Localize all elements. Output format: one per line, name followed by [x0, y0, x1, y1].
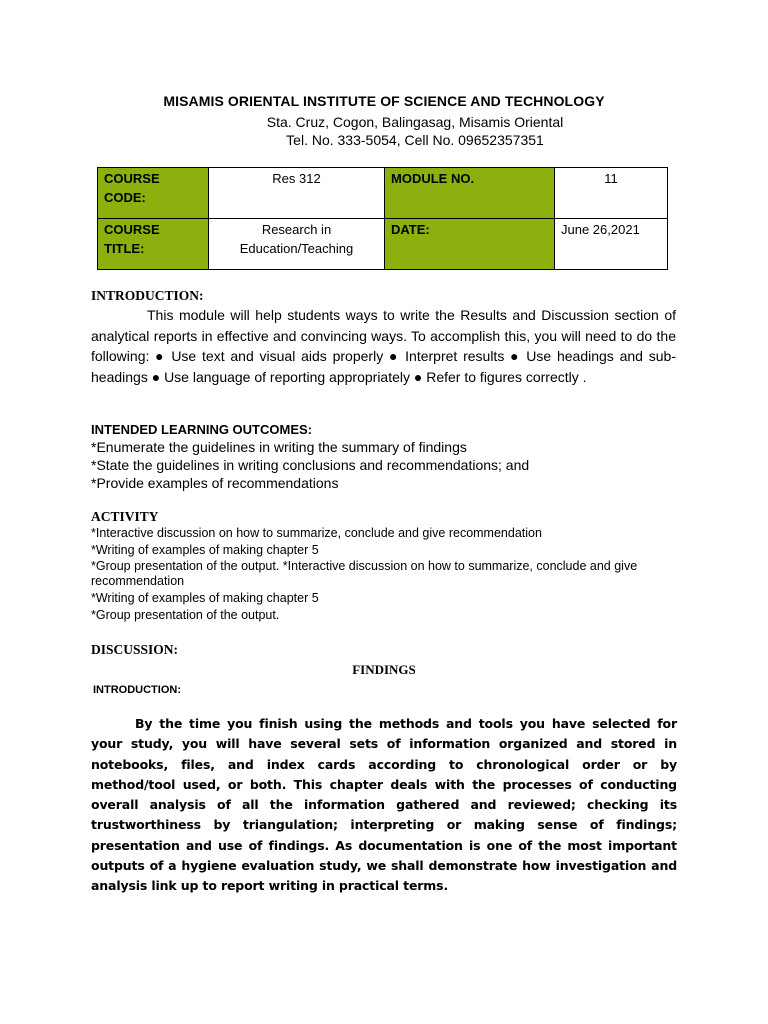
- introduction-paragraph: This module will help students ways to write the Results and Discussion section of analytical reports in effective and convincing ways. To accomplish this, you will need to do the following: ● Use text and visual aids properly ● Interpret results ● Use headings and sub-headings ● Use language of reporting appropriately ● Refer to figures correctly .: [91, 307, 676, 385]
- outcomes-heading: INTENDED LEARNING OUTCOMES:: [91, 422, 312, 437]
- module-no-value: 11: [555, 168, 668, 219]
- course-info-table: [97, 167, 668, 270]
- introduction-heading: INTRODUCTION:: [91, 288, 204, 303]
- activity-heading: ACTIVITY: [91, 509, 159, 524]
- findings-paragraph: By the time you finish using the methods and tools you have selected for your study, you will have several sets of information organized and stored in notebooks, files, and index cards according to chronological order or by method/tool used, or both. This chapter deals with the processes of conducting overall analysis of all the information gathered and reviewed; checking its trustworthiness by triangulation; interpreting or making sense of findings; presentation and use of findings. As documentation is one of the most important outputs of a hygiene evaluation study, we shall demonstrate how investigation and analysis link up to report writing in practical terms.: [91, 716, 677, 894]
- course-title-value: Research in Education/Teaching: [209, 219, 385, 270]
- findings-intro-heading: INTRODUCTION:: [93, 684, 181, 696]
- institution-contact: Tel. No. 333-5054, Cell No. 09652357351: [286, 132, 544, 148]
- table-row: [98, 168, 668, 219]
- table-row: [98, 219, 668, 270]
- course-title-label: COURSE TITLE:: [98, 219, 209, 270]
- list-item: *Writing of examples of making chapter 5: [91, 591, 319, 605]
- discussion-heading: DISCUSSION:: [91, 642, 179, 657]
- list-item: *Group presentation of the output. *Interactive discussion on how to summarize, conclude and give recommendation: [91, 559, 638, 588]
- findings-title: FINDINGS: [352, 662, 416, 677]
- list-item: *Provide examples of recommendations: [91, 475, 339, 491]
- list-item: *State the guidelines in writing conclusions and recommendations; and: [91, 457, 530, 473]
- course-code-value: Res 312: [209, 168, 385, 219]
- module-no-label: MODULE NO.: [385, 168, 555, 219]
- institution-address: Sta. Cruz, Cogon, Balingasag, Misamis Oriental: [266, 114, 564, 130]
- institution-name: MISAMIS ORIENTAL INSTITUTE OF SCIENCE AND TECHNOLOGY: [163, 93, 605, 109]
- list-item: *Writing of examples of making chapter 5: [91, 543, 319, 557]
- list-item: *Enumerate the guidelines in writing the summary of findings: [91, 439, 467, 455]
- course-code-label: COURSE CODE:: [98, 168, 209, 219]
- list-item: *Group presentation of the output.: [91, 608, 280, 622]
- date-value: June 26,2021: [555, 219, 668, 270]
- date-label: DATE:: [385, 219, 555, 270]
- list-item: *Interactive discussion on how to summarize, conclude and give recommendation: [91, 526, 542, 540]
